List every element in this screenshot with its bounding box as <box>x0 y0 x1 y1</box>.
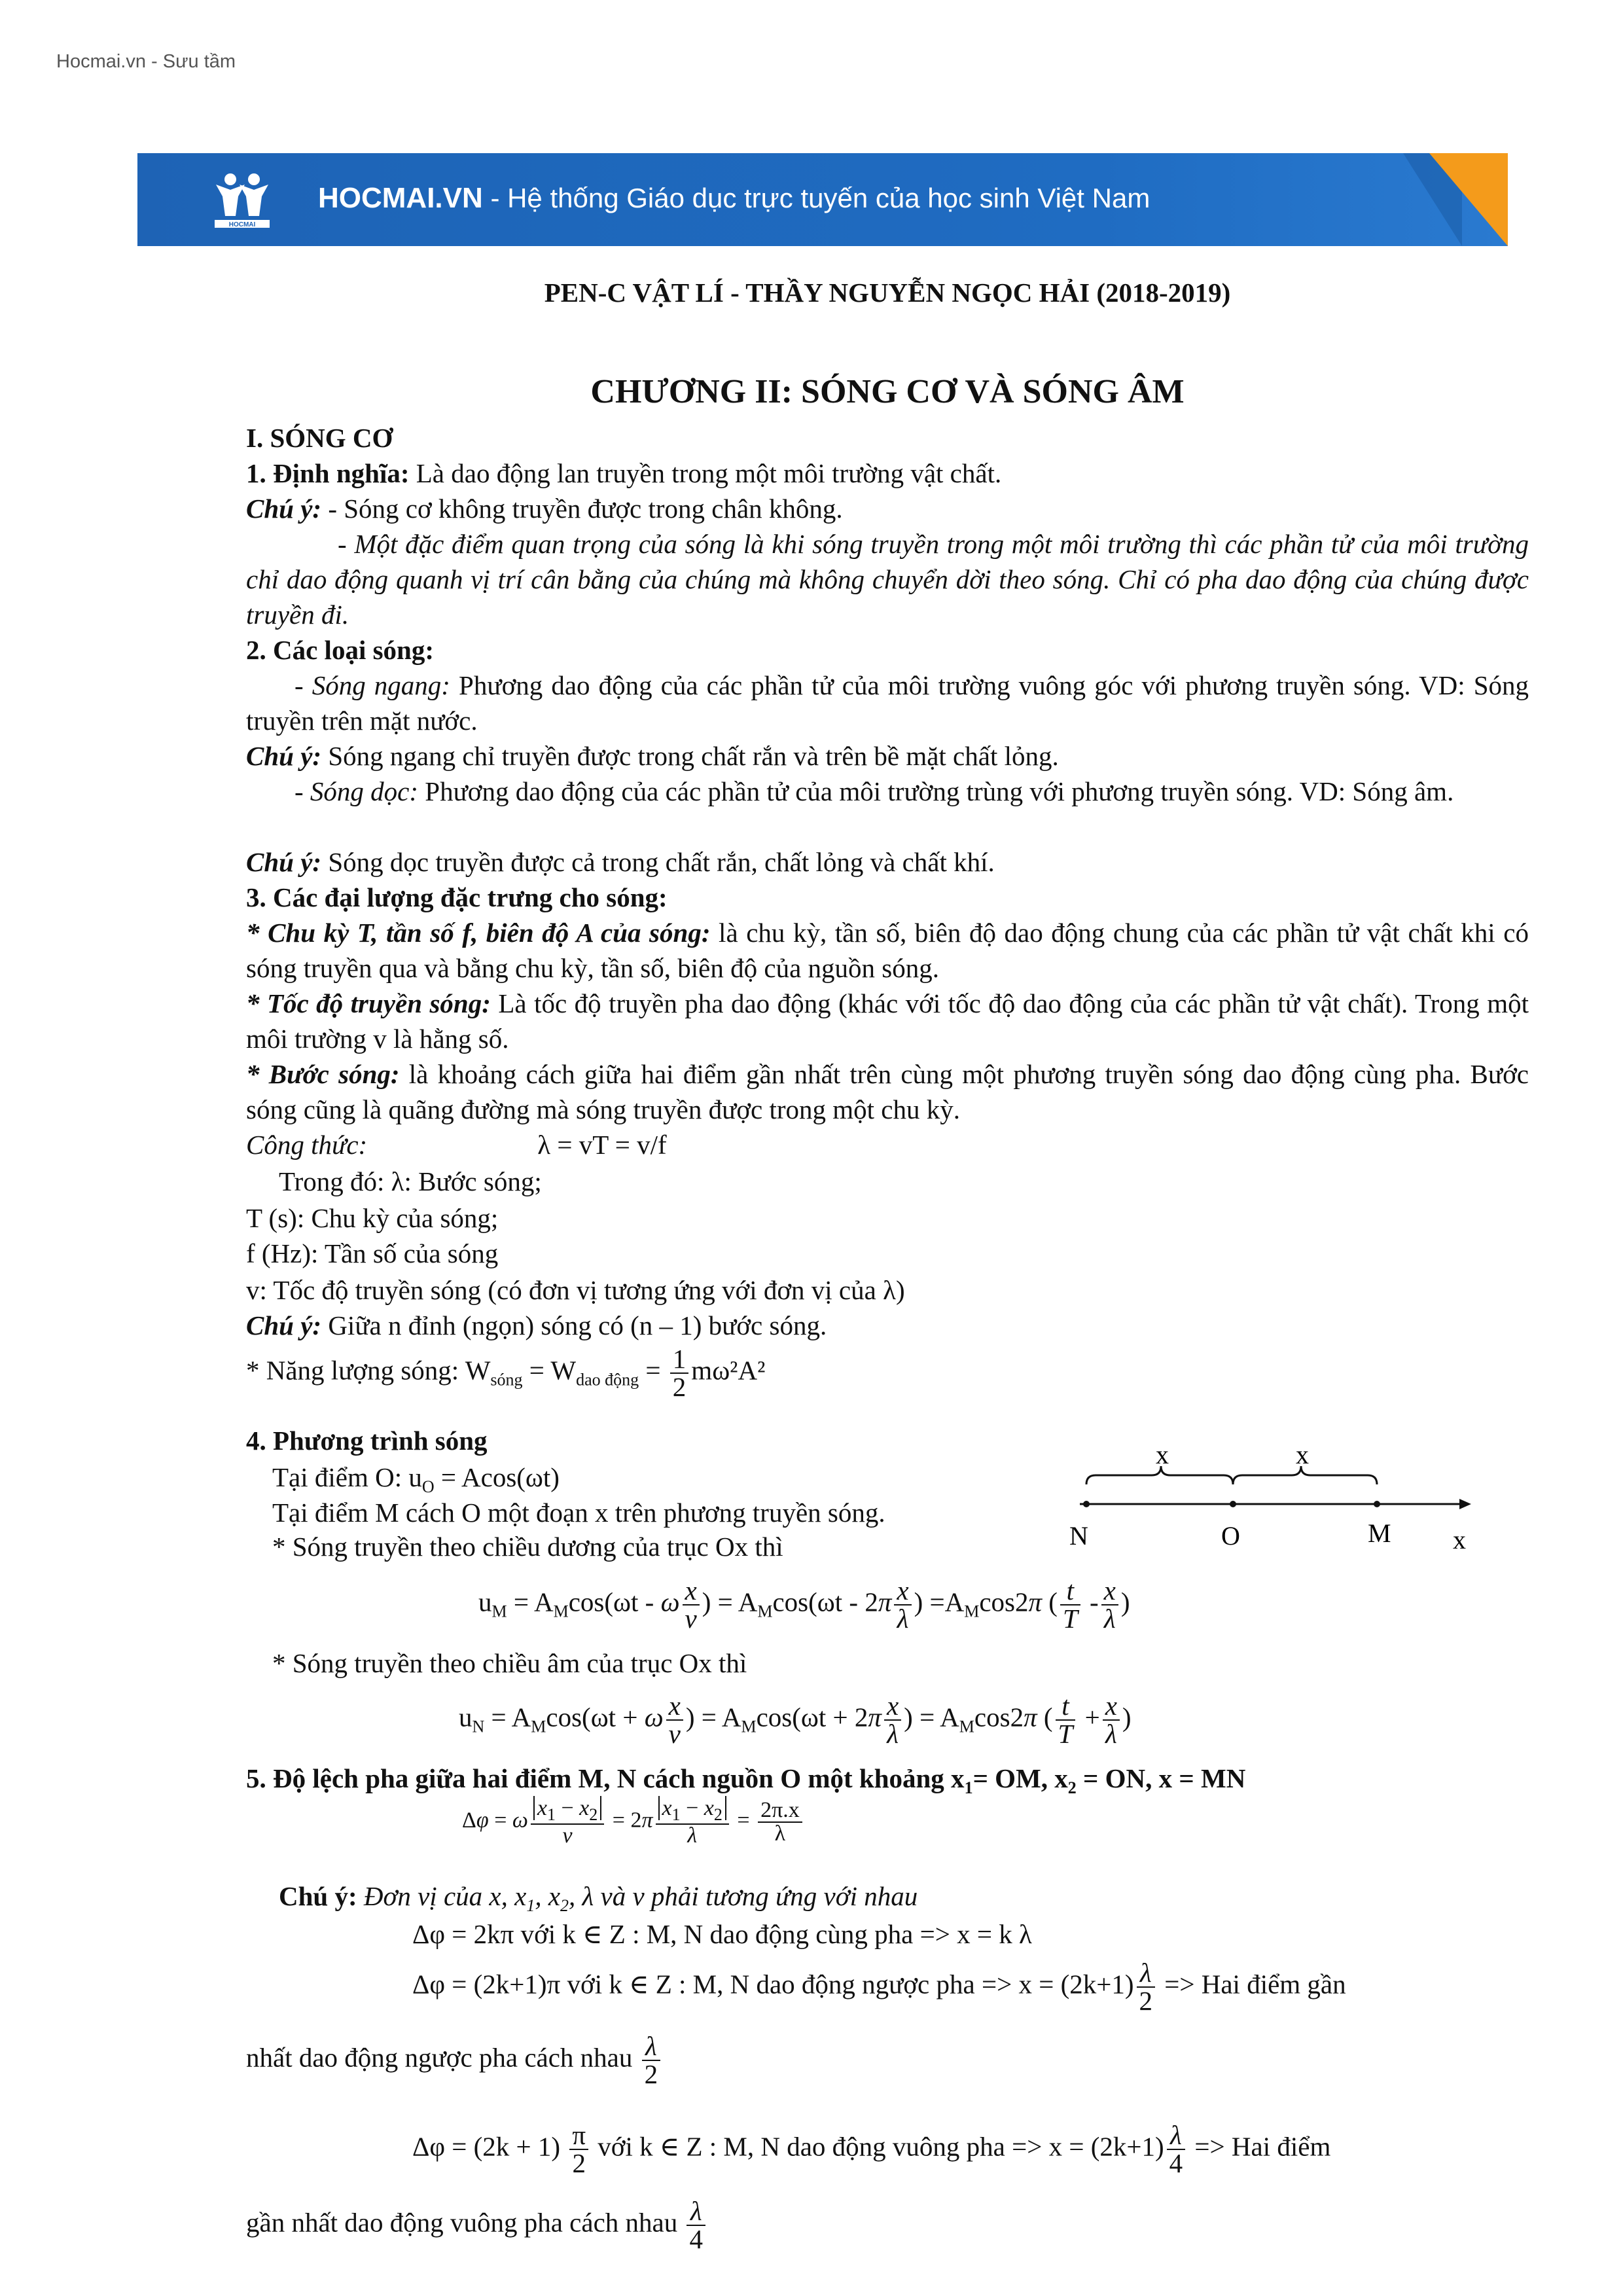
equation-um: $u_M = A_M\cos(\omega t - \omega$ $\frac{x}{v}$ ) = $A_M\cos(\omega t - 2\pi$ $\frac{x}{\lambda}$ ) $=A_M\cos 2\pi$ ( $\frac{t}{T}$ - $\frac{x}{\lambda}$ ) <box>478 1575 1130 1634</box>
course-title: PEN-C VẬT LÍ - THẦY NGUYỄN NGỌC HẢI (2018-2019) <box>544 278 1231 308</box>
case-in-phase: Δφ = 2kπ với k ∈ Z : M, N dao động cùng pha => x = k λ <box>412 1919 1032 1949</box>
case-quadrature: Δφ = (2k + 1) $\frac{\pi}{2}$ với k ∈ Z : M, N dao động vuông pha => x = (2k+1) $\frac{\lambda}{4}$ => Hai điểm <box>412 2120 1331 2178</box>
wavelength: * Bước sóng: là khoảng cách giữa hai điểm gần nhất trên cùng một phương truyền sóng dao động cùng pha. Bước sóng cũng là quãng đường mà sóng truyền được trong một chu kỳ. <box>246 1059 1529 1124</box>
note-1-detail: - Một đặc điểm quan trọng của sóng là khi sóng truyền trong một môi trường thì các phần tử của môi trường chỉ dao động quanh vị trí cân bằng của chúng mà không chuyển dời theo sóng. Chỉ có pha dao động của chúng được truyền đi. <box>246 529 1529 630</box>
label-n: N <box>1069 1521 1088 1551</box>
chapter-title: CHƯƠNG II: SÓNG CƠ VÀ SÓNG ÂM <box>590 373 1185 410</box>
formula-line: Công thức: λ = vT = v/f <box>246 1130 667 1160</box>
axis-label-x: x <box>1453 1525 1466 1554</box>
point-o <box>1230 1501 1236 1507</box>
label-o: O <box>1221 1521 1240 1551</box>
note-4: Chú ý: Giữa n đỉnh (ngọn) sóng có (n – 1) bước sóng. <box>246 1310 827 1340</box>
case-quadrature-2: gần nhất dao động vuông pha cách nhau $\frac{\lambda}{4}$ <box>246 2198 708 2253</box>
note-1: Chú ý: - Sóng cơ không truyền được trong chân không. <box>246 493 843 524</box>
label-m: M <box>1368 1518 1391 1548</box>
quantities-heading: 3. Các đại lượng đặc trưng cho sóng: <box>246 882 668 912</box>
point-m <box>1374 1501 1380 1507</box>
hocmai-logo-icon <box>209 170 275 230</box>
case-opposite-phase: Δφ = (2k+1)π với k ∈ Z : M, N dao động ngược pha => x = (2k+1) $\frac{\lambda}{2}$ => Hai điểm gần <box>412 1958 1346 2016</box>
distance-x-left: x <box>1156 1446 1169 1469</box>
distance-x-right: x <box>1296 1446 1309 1469</box>
tagline: - Hệ thống Giáo dục trực tuyến của học sinh Việt Nam <box>482 183 1150 213</box>
note-5: Chú ý: Đơn vị của x, $x_1$, $x_2$, λ và v phải tương ứng với nhau <box>279 1881 918 1916</box>
point-n <box>1083 1501 1090 1507</box>
section-heading: I. SÓNG CƠ <box>246 423 393 453</box>
note-3: Chú ý: Sóng dọc truyền được cả trong chất rắn, chất lỏng và chất khí. <box>246 847 995 877</box>
banner-accent <box>1429 153 1508 246</box>
phase-difference-heading: 5. Độ lệch pha giữa hai điểm M, N cách nguồn O một khoảng $x_1=$ OM, $x_2$ = ON, x = MN <box>246 1763 1246 1798</box>
banner-title <box>318 182 1150 215</box>
equation-un: $u_N = A_M\cos(\omega t + \omega$ $\frac{x}{v}$ ) = $A_M\cos(\omega t + 2\pi$ $\frac{x}{\lambda}$ ) = $A_M\cos 2\pi$ ( $\frac{t}{T}$ + $\frac{x}{\lambda}$ ) <box>459 1691 1132 1749</box>
positive-direction: * Sóng truyền theo chiều dương của trục Ox thì <box>272 1532 783 1562</box>
where-2: T (s): Chu kỳ của sóng; <box>246 1203 499 1233</box>
brand-name: HOCMAI.VN <box>318 182 483 214</box>
wave-axis-diagram <box>805 1446 1472 1577</box>
phase-difference-formula: Δφ = ω $\frac{x_1 - x_2}{v}$ = 2π $\frac{x_1 - x_2}{\lambda}$ = $\frac{2\pi.x}{\lambda}$ <box>462 1797 805 1847</box>
watermark: Hocmai.vn - Sưu tầm <box>56 51 236 72</box>
negative-direction: * Sóng truyền theo chiều âm của trục Ox thì <box>272 1648 747 1678</box>
wave-energy: * Năng lượng sóng: $W_{sóng} = W_{dao động}$ = $\frac{1}{2}$ mω²A² <box>246 1344 766 1402</box>
where-3: f (Hz): Tần số của sóng <box>246 1238 499 1268</box>
point-o-equation: Tại điểm O: $u_O = Acos(\omega t)$ <box>272 1462 560 1497</box>
transverse-wave: - Sóng ngang: Phương dao động của các phần tử của môi trường vuông góc với phương truyền sóng. VD: Sóng truyền trên mặt nước. <box>246 670 1529 736</box>
longitudinal-wave: - Sóng dọc: Phương dao động của các phần tử của môi trường trùng với phương truyền sóng. VD: Sóng âm. <box>294 776 1454 806</box>
wave-speed: * Tốc độ truyền sóng: Là tốc độ truyền pha dao động (khác với tốc độ dao động của các phần tử vật chất). Trong một môi trường v là hằng số. <box>246 988 1529 1054</box>
where-1: Trong đó: λ: Bước sóng; <box>279 1166 542 1196</box>
note-2: Chú ý: Sóng ngang chỉ truyền được trong chất rắn và trên bề mặt chất lỏng. <box>246 741 1059 771</box>
axis-arrow-icon <box>1459 1499 1471 1509</box>
wavelength-formula: λ = vT = v/f <box>537 1130 667 1160</box>
period-frequency: * Chu kỳ T, tần số f, biên độ A của sóng: là chu kỳ, tần số, biên độ dao động chung của các phần tử vật chất khi có sóng truyền qua và bằng chu kỳ, tần số, biên độ của nguồn sóng. <box>246 918 1529 983</box>
logo-caption: HOCMAI <box>228 221 256 228</box>
case-opposite-phase-2: nhất dao động ngược pha cách nhau $\frac{\lambda}{2}$ <box>246 2033 663 2088</box>
header-banner <box>137 153 1508 246</box>
point-m-text: Tại điểm M cách O một đoạn x trên phương truyền sóng. <box>272 1498 885 1528</box>
definition: 1. Định nghĩa: Là dao động lan truyền trong một môi trường vật chất. <box>246 458 1002 488</box>
wave-types-heading: 2. Các loại sóng: <box>246 635 434 665</box>
wave-equation-heading: 4. Phương trình sóng <box>246 1426 488 1456</box>
where-4: v: Tốc độ truyền sóng (có đơn vị tương ứng với đơn vị của λ) <box>246 1275 905 1305</box>
